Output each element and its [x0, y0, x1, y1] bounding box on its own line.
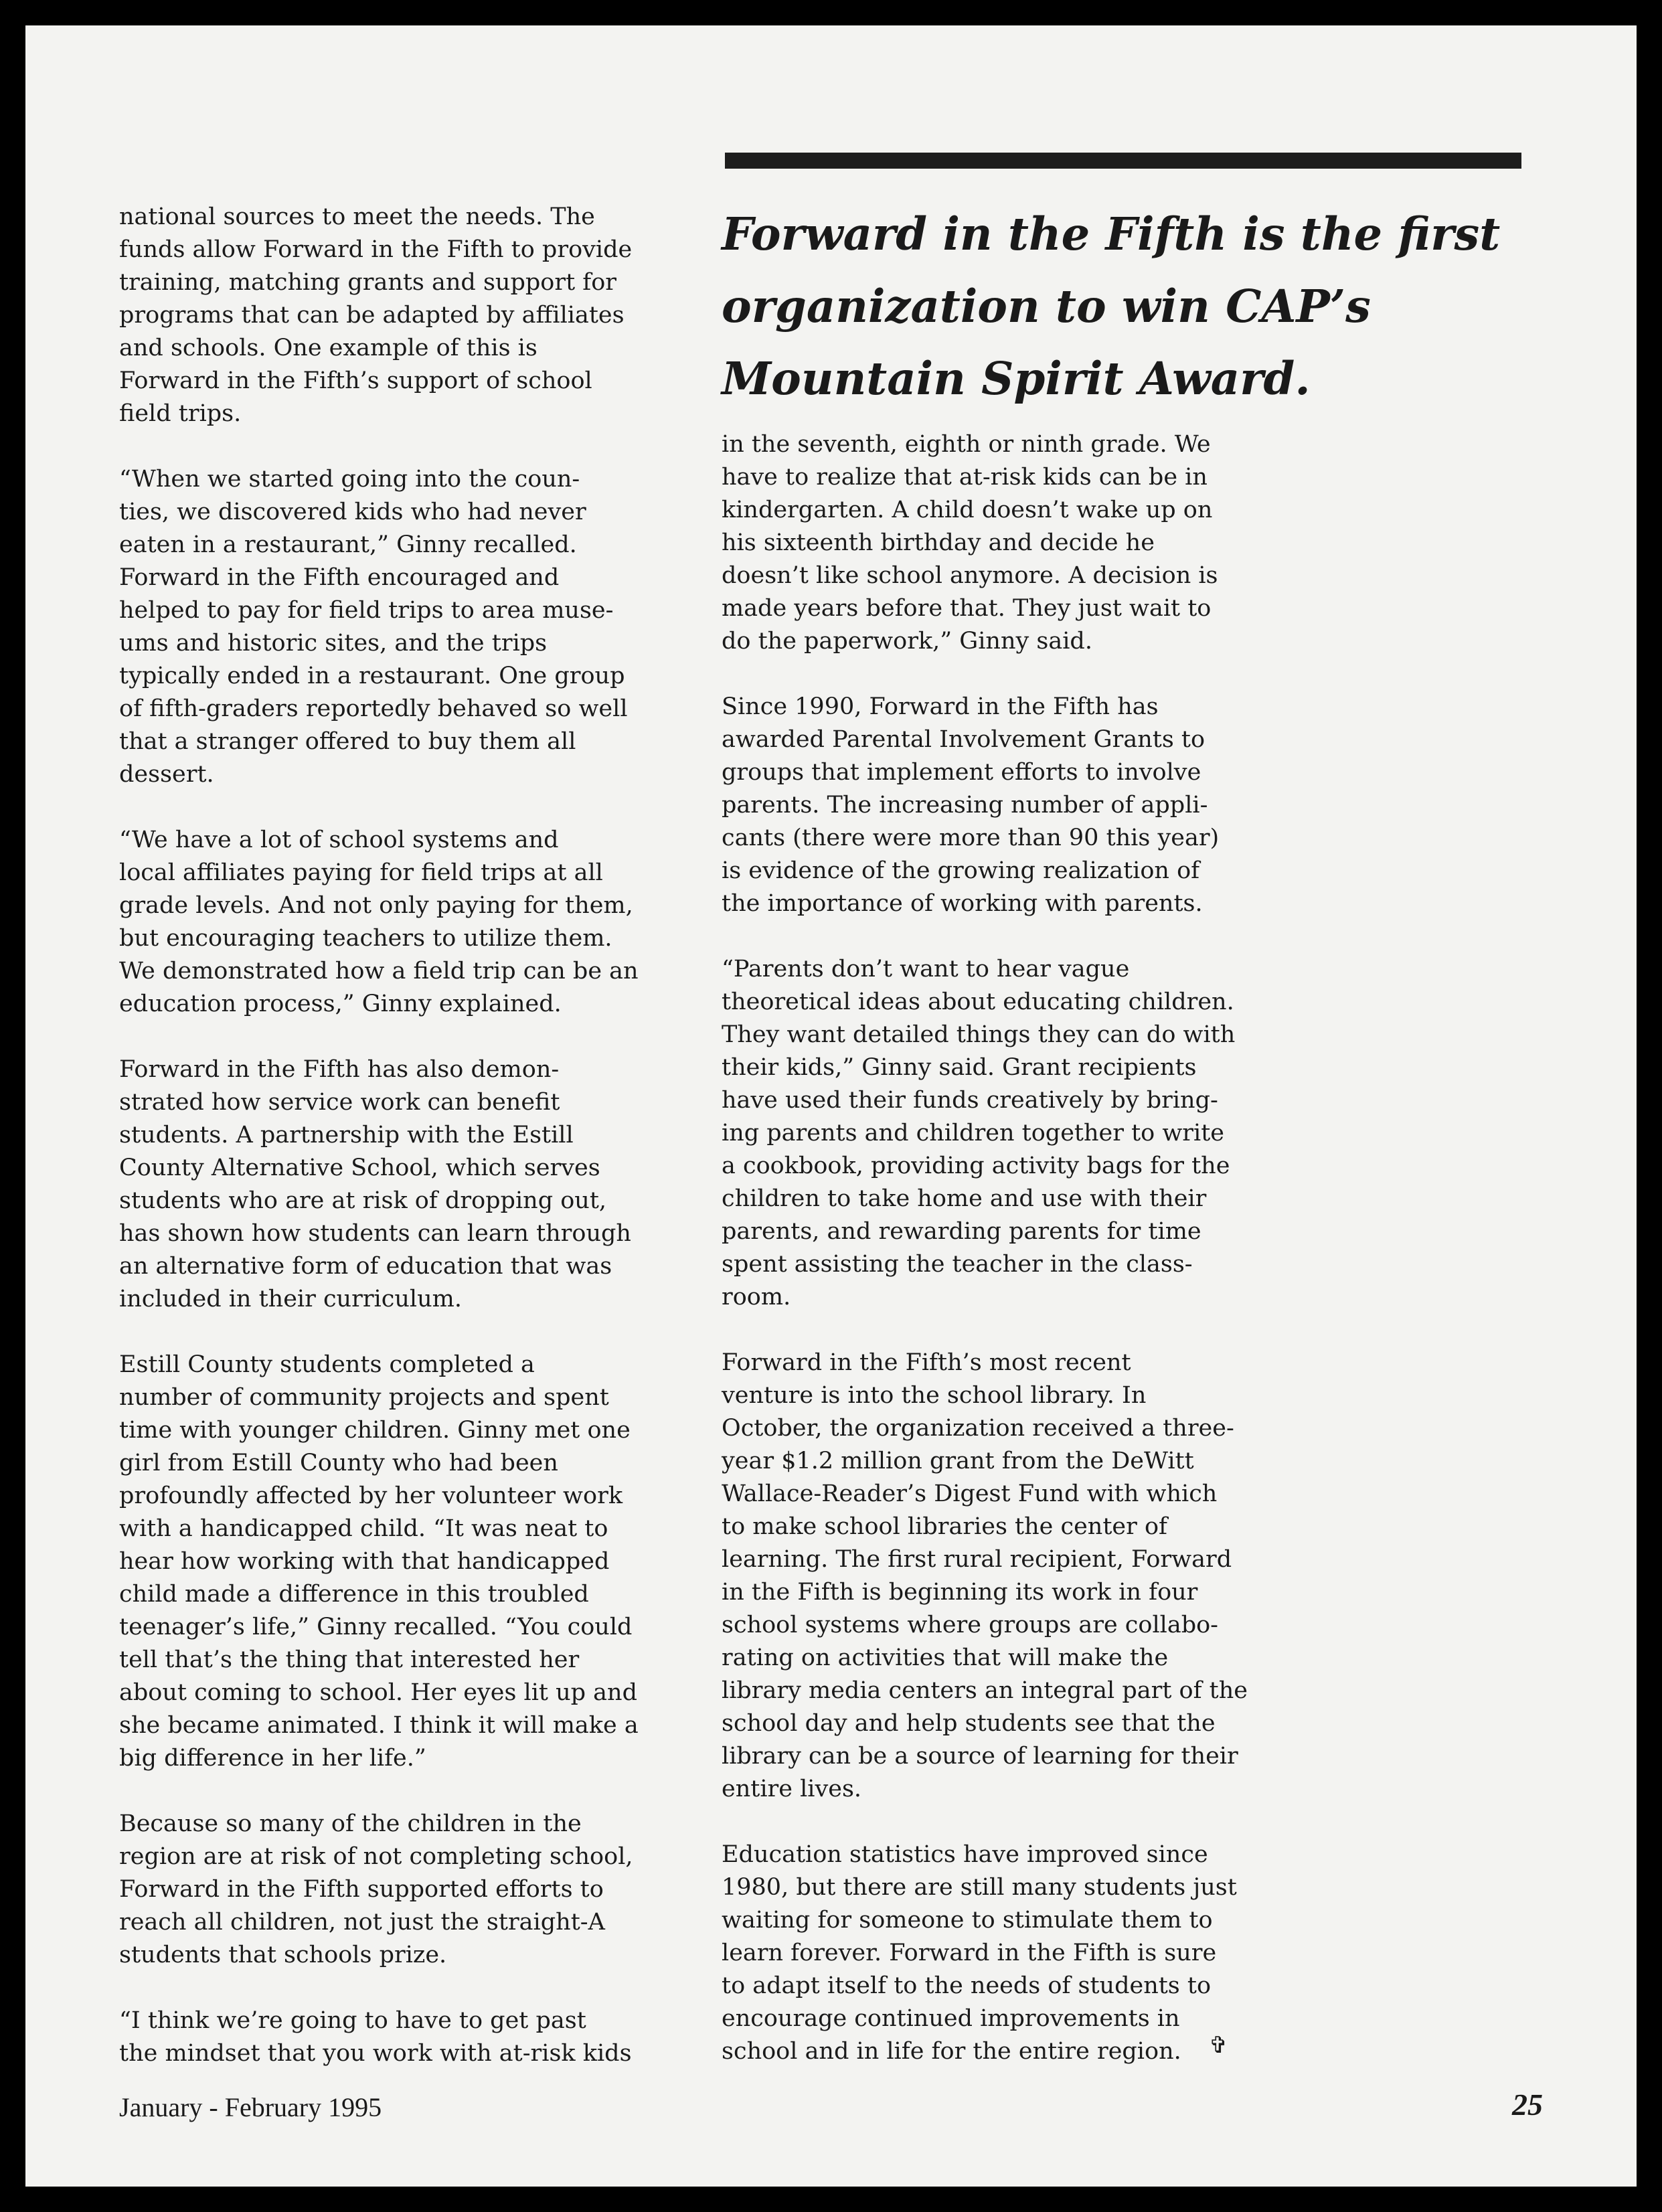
text-line: of fifth-graders reportedly behaved so well — [119, 695, 628, 722]
pullquote-line: organization to win CAP’s — [722, 280, 1371, 333]
text-line: tell that’s the thing that interested her — [119, 1646, 580, 1673]
pullquote-line: Mountain Spirit Award. — [722, 352, 1311, 405]
paragraph — [119, 1349, 668, 1775]
text-line: They want detailed things they can do with — [722, 1021, 1236, 1048]
text-line: kindergarten. A child doesn’t wake up on — [722, 497, 1213, 523]
text-line: girl from Estill County who had been — [119, 1450, 558, 1476]
text-line: 1980, but there are still many students just — [722, 1874, 1237, 1901]
text-line: about coming to school. Her eyes lit up and — [119, 1679, 637, 1706]
text-line: typically ended in a restaurant. One group — [119, 663, 625, 689]
text-line: included in their curriculum. — [119, 1286, 462, 1312]
text-line: in the seventh, eighth or ninth grade. We — [722, 431, 1211, 458]
text-line: have used their funds creatively by bring- — [722, 1087, 1218, 1114]
text-line: children to take home and use with their — [722, 1185, 1207, 1212]
paragraph — [119, 463, 668, 791]
text-line: Forward in the Fifth has also demon- — [119, 1056, 560, 1083]
text-line: strated how service work can benefit — [119, 1089, 560, 1116]
text-line: and schools. One example of this is — [119, 335, 537, 361]
text-line: school day and help students see that the — [722, 1710, 1216, 1737]
text-line: number of community projects and spent — [119, 1384, 609, 1411]
left-column — [119, 201, 668, 2103]
text-line: reach all children, not just the straight-A — [119, 1909, 605, 1936]
text-line: eaten in a restaurant,” Ginny recalled. — [119, 531, 577, 558]
text-line: the importance of working with parents. — [722, 890, 1203, 917]
text-line: made years before that. They just wait to — [722, 595, 1212, 622]
text-line: County Alternative School, which serves — [119, 1155, 600, 1181]
text-line: to adapt itself to the needs of students to — [722, 1972, 1212, 1999]
text-line: do the paperwork,” Ginny said. — [722, 628, 1092, 655]
text-line: with a handicapped child. “It was neat to — [119, 1515, 608, 1542]
text-line: time with younger children. Ginny met one — [119, 1417, 631, 1444]
text-line: region are at risk of not completing school, — [119, 1843, 633, 1870]
text-line: ums and historic sites, and the trips — [119, 630, 548, 657]
text-line: Because so many of the children in the — [119, 1810, 582, 1837]
text-line: “We have a lot of school systems and — [119, 827, 559, 853]
text-line: learn forever. Forward in the Fifth is sure — [722, 1940, 1217, 1966]
text-line: training, matching grants and support for — [119, 269, 617, 296]
pullquote-line: Forward in the Fifth is the first — [722, 207, 1501, 260]
text-line: dessert. — [119, 761, 214, 788]
text-line: students. A partnership with the Estill — [119, 1122, 574, 1148]
text-line: his sixteenth birthday and decide he — [722, 529, 1155, 556]
text-line: cants (there were more than 90 this year) — [722, 825, 1220, 851]
text-line: ing parents and children together to write — [722, 1120, 1225, 1146]
text-line: their kids,” Ginny said. Grant recipients — [722, 1054, 1197, 1081]
text-line: Forward in the Fifth’s most recent — [722, 1349, 1131, 1376]
paragraph — [722, 1839, 1270, 2068]
text-line: an alternative form of education that was — [119, 1253, 612, 1280]
text-line: national sources to meet the needs. The — [119, 203, 595, 230]
text-line: “When we started going into the coun- — [119, 466, 580, 493]
text-line: We demonstrated how a field trip can be an — [119, 958, 639, 985]
text-line: parents. The increasing number of appli- — [722, 792, 1208, 819]
text-line: school systems where groups are collabo- — [722, 1612, 1219, 1638]
pullquote-rule — [725, 153, 1521, 169]
text-line: in the Fifth is beginning its work in four — [722, 1579, 1198, 1606]
text-line: room. — [722, 1284, 791, 1310]
text-line: Forward in the Fifth encouraged and — [119, 564, 560, 591]
text-line: October, the organization received a three- — [722, 1415, 1234, 1442]
text-line: entire lives. — [722, 1776, 862, 1802]
text-line: Forward in the Fifth’s support of school — [119, 367, 592, 394]
paragraph — [119, 1808, 668, 1972]
text-line: venture is into the school library. In — [722, 1382, 1147, 1409]
pullquote — [722, 198, 1552, 415]
text-line: to make school libraries the center of — [722, 1513, 1168, 1540]
text-line: “I think we’re going to have to get past — [119, 2007, 586, 2034]
text-line: school and in life for the entire region. — [722, 2038, 1181, 2065]
paragraph — [119, 1053, 668, 1316]
paragraph — [722, 953, 1270, 1314]
text-line: the mindset that you work with at-risk kids — [119, 2040, 632, 2067]
text-line: hear how working with that handicapped — [119, 1548, 610, 1575]
text-line: Estill County students completed a — [119, 1351, 535, 1378]
text-line: education process,” Ginny explained. — [119, 991, 562, 1017]
right-column — [722, 428, 1270, 2101]
text-line: a cookbook, providing activity bags for the — [722, 1153, 1230, 1179]
text-line: ties, we discovered kids who had never — [119, 499, 586, 525]
text-line: doesn’t like school anymore. A decision is — [722, 562, 1218, 589]
text-line: awarded Parental Involvement Grants to — [722, 726, 1206, 753]
text-line: field trips. — [119, 400, 242, 427]
text-line: child made a difference in this troubled — [119, 1581, 589, 1608]
text-line: rating on activities that will make the — [722, 1644, 1169, 1671]
text-line: parents, and rewarding parents for time — [722, 1218, 1201, 1245]
text-line: helped to pay for field trips to area muse- — [119, 597, 614, 624]
text-line: Wallace-Reader’s Digest Fund with which — [722, 1480, 1218, 1507]
paragraph — [722, 428, 1270, 658]
paragraph — [119, 824, 668, 1021]
paragraph — [722, 691, 1270, 920]
footer-date: January - February 1995 — [119, 2092, 382, 2122]
paragraph — [722, 1347, 1270, 1806]
text-line: year $1.2 million grant from the DeWitt — [722, 1448, 1194, 1474]
text-line: local affiliates paying for field trips at all — [119, 859, 603, 886]
text-line: waiting for someone to stimulate them to — [722, 1907, 1213, 1934]
text-line: library can be a source of learning for their — [722, 1743, 1238, 1770]
paragraph — [119, 201, 668, 430]
text-line: library media centers an integral part of the — [722, 1677, 1248, 1704]
text-line: learning. The first rural recipient, Forward — [722, 1546, 1232, 1573]
text-line: students that schools prize. — [119, 1942, 447, 1968]
text-line: Education statistics have improved since — [722, 1841, 1208, 1868]
text-line: “Parents don’t want to hear vague — [722, 956, 1130, 983]
end-mark-icon: ✞ — [1209, 2032, 1228, 2059]
text-line: is evidence of the growing realization of — [722, 857, 1200, 884]
text-line: teenager’s life,” Ginny recalled. “You could — [119, 1614, 633, 1640]
text-line: Forward in the Fifth supported efforts to — [119, 1876, 604, 1903]
text-line: she became animated. I think it will make a — [119, 1712, 639, 1739]
text-line: theoretical ideas about educating children. — [722, 989, 1234, 1015]
text-line: Since 1990, Forward in the Fifth has — [722, 693, 1159, 720]
text-line: grade levels. And not only paying for them, — [119, 892, 633, 919]
text-line: encourage continued improvements in — [722, 2005, 1180, 2032]
magazine-page — [25, 25, 1637, 2187]
text-line: groups that implement efforts to involve — [722, 759, 1201, 786]
text-line: big difference in her life.” — [119, 1745, 426, 1772]
text-line: programs that can be adapted by affiliates — [119, 302, 625, 329]
text-line: have to realize that at-risk kids can be in — [722, 464, 1208, 491]
text-line: spent assisting the teacher in the class- — [722, 1251, 1193, 1278]
text-line: has shown how students can learn through — [119, 1220, 631, 1247]
text-line: students who are at risk of dropping out, — [119, 1187, 607, 1214]
text-line: that a stranger offered to buy them all — [119, 728, 576, 755]
page-number: 25 — [1512, 2088, 1543, 2122]
text-line: funds allow Forward in the Fifth to provide — [119, 236, 633, 263]
text-line: profoundly affected by her volunteer work — [119, 1482, 623, 1509]
text-line: but encouraging teachers to utilize them. — [119, 925, 612, 952]
paragraph — [119, 2005, 668, 2070]
